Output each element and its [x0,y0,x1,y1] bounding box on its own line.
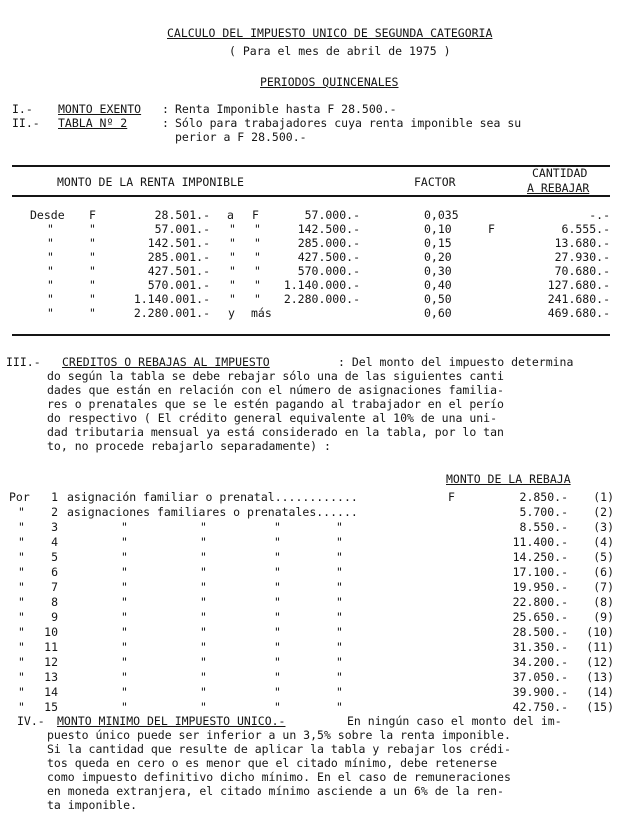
list-item [0,492,630,505]
row-connector: a [227,208,234,222]
row-prefix: " [47,292,54,306]
item-count: 2 [51,505,58,519]
list-item [0,687,630,700]
item-prefix: " [18,685,25,699]
item-count: 14 [44,685,58,699]
row-from: 57.001.- [154,222,210,236]
ditto-mark: " [336,520,343,534]
row-to: 2.280.000.- [283,292,360,306]
item-prefix: " [18,550,25,564]
item-prefix: " [18,505,25,519]
section1-text: Renta Imponible hasta F 28.500.- [175,102,397,116]
ditto-mark: " [274,700,281,714]
item-prefix: " [18,520,25,534]
ditto-mark: " [336,670,343,684]
row-currency: " [89,236,96,250]
row-from: 427.501.- [147,264,210,278]
item-index: (14) [586,685,614,699]
row-to: 570.000.- [297,264,360,278]
ditto-mark: " [274,520,281,534]
section3-line: dades que están en relación con el número de asignaciones familia- [47,383,504,397]
row-from: 1.140.001.- [133,292,210,306]
ditto-mark: " [121,580,128,594]
ditto-mark: " [121,625,128,639]
ditto-mark: " [121,595,128,609]
row-from: 28.501.- [154,208,210,222]
ditto-mark: " [336,625,343,639]
ditto-mark: " [200,625,207,639]
row-rebaja: 469.680.- [547,306,610,320]
item-count: 5 [51,550,58,564]
ditto-mark: " [274,625,281,639]
row-prefix: " [47,236,54,250]
section3-label: CREDITOS O REBAJAS AL IMPUESTO [62,355,270,369]
item-amount: 42.750.- [512,700,568,714]
item-amount: 11.400.- [512,535,568,549]
item-amount: 14.250.- [512,550,568,564]
item-description: asignaciones familiares o prenatales...... [67,505,358,519]
item-count: 8 [51,595,58,609]
ditto-mark: " [200,520,207,534]
table-top-rule [12,165,610,167]
row-rebaja: 241.680.- [547,292,610,306]
item-count: 3 [51,520,58,534]
item-index: (4) [593,535,614,549]
col-factor-header: FACTOR [414,175,456,189]
row-from: 285.001.- [147,250,210,264]
row-factor: 0,035 [424,208,459,222]
ditto-mark: " [200,655,207,669]
item-prefix: " [18,625,25,639]
row-currency-2: " [254,222,261,236]
ditto-mark: " [336,550,343,564]
item-amount: 37.050.- [512,670,568,684]
ditto-mark: " [336,595,343,609]
list-item [0,582,630,595]
col-cantidad-header-1: CANTIDAD [532,166,588,180]
item-index: (1) [593,490,614,504]
row-currency-2: más [251,306,272,320]
row-rebaja: 127.680.- [547,278,610,292]
item-prefix: " [18,670,25,684]
item-amount: 5.700.- [519,505,568,519]
ditto-mark: " [274,610,281,624]
row-currency: F [89,208,96,222]
ditto-mark: " [200,535,207,549]
ditto-mark: " [121,550,128,564]
section3-line: do según la tabla se debe rebajar sólo una de las siguientes canti [47,369,504,383]
ditto-mark: " [121,535,128,549]
row-currency-2: " [254,236,261,250]
row-currency: " [89,222,96,236]
ditto-mark: " [121,670,128,684]
item-amount: 8.550.- [519,520,568,534]
item-index: (11) [586,640,614,654]
section4-number: IV.- [17,714,45,728]
row-prefix: " [47,222,54,236]
section4-line: Si la cantidad que resulte de aplicar la tabla y rebajar los crédi- [47,742,511,756]
row-prefix: " [47,278,54,292]
ditto-mark: " [336,655,343,669]
row-connector: " [229,250,236,264]
row-connector: " [229,222,236,236]
item-count: 1 [51,490,58,504]
rebaja-currency: F [448,490,455,504]
row-factor: 0,60 [424,306,452,320]
ditto-mark: " [121,700,128,714]
ditto-mark: " [200,610,207,624]
page-subtitle: ( Para el mes de abril de 1975 ) [229,44,451,58]
row-to: 1.140.000.- [283,278,360,292]
section4-line: en moneda extranjera, el citado mínimo asciende a un 6% de la ren- [47,784,504,798]
list-item [0,507,630,520]
ditto-mark: " [121,565,128,579]
section3-number: III.- [6,355,41,369]
page-title: CALCULO DEL IMPUESTO UNICO DE SEGUNDA CATEGORIA [167,26,493,40]
row-to: 57.000.- [304,208,360,222]
list-item [0,522,630,535]
col-monto-header: MONTO DE LA RENTA IMPONIBLE [57,175,244,189]
ditto-mark: " [121,655,128,669]
ditto-mark: " [200,565,207,579]
row-factor: 0,15 [424,236,452,250]
row-prefix: " [47,264,54,278]
item-count: 4 [51,535,58,549]
row-factor: 0,50 [424,292,452,306]
list-item [0,597,630,610]
section4-line: como impuesto definitivo dicho mínimo. En el caso de remuneraciones [47,770,511,784]
section2-label: TABLA Nº 2 [58,116,128,130]
item-amount: 39.900.- [512,685,568,699]
row-rebaja: 70.680.- [554,264,610,278]
ditto-mark: " [274,580,281,594]
ditto-mark: " [121,640,128,654]
item-index: (10) [586,625,614,639]
list-item [0,537,630,550]
row-connector: " [229,236,236,250]
item-amount: 22.800.- [512,595,568,609]
row-to: 142.500.- [297,222,360,236]
section3-first-line: : Del monto del impuesto determina [338,355,574,369]
ditto-mark: " [274,550,281,564]
item-description: asignación familiar o prenatal............ [67,490,358,504]
section2-number: II.- [12,116,40,130]
ditto-mark: " [121,610,128,624]
item-index: (2) [593,505,614,519]
item-amount: 31.350.- [512,640,568,654]
item-index: (15) [586,700,614,714]
row-rebaja: 27.930.- [554,250,610,264]
list-item [0,627,630,640]
ditto-mark: " [121,520,128,534]
section4-first-line: En ningún caso el monto del im- [347,714,562,728]
item-amount: 34.200.- [512,655,568,669]
ditto-mark: " [121,685,128,699]
item-prefix: " [18,640,25,654]
row-to: 285.000.- [297,236,360,250]
section2-line2: perior a F 28.500.- [175,130,307,144]
item-index: (12) [586,655,614,669]
ditto-mark: " [336,610,343,624]
section4-line: tos queda en cero o es menor que el citado mínimo, debe retenerse [47,756,498,770]
item-index: (8) [593,595,614,609]
item-amount: 19.950.- [512,580,568,594]
item-count: 13 [44,670,58,684]
ditto-mark: " [274,565,281,579]
col-cantidad-header-2: A REBAJAR [527,181,590,195]
item-amount: 28.500.- [512,625,568,639]
ditto-mark: " [336,565,343,579]
row-currency-2: " [254,250,261,264]
row-rebaja: -.- [589,208,610,222]
row-from: 2.280.001.- [133,306,210,320]
section4-line: ta imponible. [47,798,138,812]
row-prefix: Desde [30,208,65,222]
item-prefix: " [18,595,25,609]
row-currency: " [89,250,96,264]
item-count: 7 [51,580,58,594]
item-count: 6 [51,565,58,579]
row-to: 427.500.- [297,250,360,264]
table-bottom-rule [12,334,610,336]
item-count: 10 [44,625,58,639]
row-currency-3: F [488,222,495,236]
row-currency: " [89,264,96,278]
row-rebaja: 13.680.- [554,236,610,250]
ditto-mark: " [200,595,207,609]
ditto-mark: " [274,670,281,684]
row-currency-2: " [254,264,261,278]
row-from: 142.501.- [147,236,210,250]
section4-line: puesto único puede ser inferior a un 3,5% sobre la renta imponible. [47,728,511,742]
ditto-mark: " [336,535,343,549]
item-amount: 17.100.- [512,565,568,579]
ditto-mark: " [274,640,281,654]
row-factor: 0,30 [424,264,452,278]
item-index: (6) [593,565,614,579]
list-item [0,612,630,625]
ditto-mark: " [200,700,207,714]
item-prefix: " [18,700,25,714]
item-amount: 25.650.- [512,610,568,624]
ditto-mark: " [274,535,281,549]
ditto-mark: " [336,640,343,654]
section3-line: res o prenatales que se le estén pagando al trabajador en el perío [47,397,504,411]
ditto-mark: " [200,550,207,564]
ditto-mark: " [336,580,343,594]
list-item [0,672,630,685]
ditto-mark: " [200,640,207,654]
ditto-mark: " [274,595,281,609]
section3-line: dad tributaria mensual ya está considerado en la tabla, por lo tan [47,425,504,439]
section4-label: MONTO MINIMO DEL IMPUESTO UNICO.- [57,714,286,728]
row-currency: " [89,306,96,320]
row-factor: 0,40 [424,278,452,292]
item-index: (7) [593,580,614,594]
list-item [0,567,630,580]
row-currency: " [89,292,96,306]
row-from: 570.001.- [147,278,210,292]
section1-number: I.- [12,102,33,116]
ditto-mark: " [200,670,207,684]
row-connector: " [229,264,236,278]
section3-line: to, no procede rebajarlo separadamente) : [47,439,331,453]
section1-label: MONTO EXENTO [58,102,142,116]
item-prefix: " [18,580,25,594]
row-connector: y [228,306,235,320]
rebaja-column-header: MONTO DE LA REBAJA [446,472,571,486]
periods-heading: PERIODOS QUINCENALES [260,75,399,89]
section2-line1: Sólo para trabajadores cuya renta imponible sea su [175,116,522,130]
item-prefix: Por [9,490,30,504]
item-prefix: " [18,655,25,669]
item-count: 9 [51,610,58,624]
ditto-mark: " [200,685,207,699]
list-item [0,552,630,565]
row-connector: " [229,292,236,306]
row-currency-2: F [252,208,259,222]
item-prefix: " [18,565,25,579]
item-count: 11 [44,640,58,654]
row-currency-2: " [254,278,261,292]
row-rebaja: 6.555.- [561,222,610,236]
item-amount: 2.850.- [519,490,568,504]
row-factor: 0,20 [424,250,452,264]
item-prefix: " [18,535,25,549]
ditto-mark: " [336,700,343,714]
row-currency-2: " [254,292,261,306]
list-item [0,657,630,670]
item-index: (5) [593,550,614,564]
row-factor: 0,10 [424,222,452,236]
list-item [0,642,630,655]
row-prefix: " [47,306,54,320]
ditto-mark: " [200,580,207,594]
item-count: 12 [44,655,58,669]
row-connector: " [229,278,236,292]
table-row [0,308,630,321]
table-header-rule [12,195,610,197]
item-count: 15 [44,700,58,714]
item-index: (13) [586,670,614,684]
section1-sep: : [162,102,169,116]
item-prefix: " [18,610,25,624]
ditto-mark: " [274,655,281,669]
ditto-mark: " [336,685,343,699]
row-prefix: " [47,250,54,264]
item-index: (3) [593,520,614,534]
ditto-mark: " [274,685,281,699]
section2-sep: : [162,116,169,130]
item-index: (9) [593,610,614,624]
section3-line: do respectivo ( El crédito general equivalente al 10% de una uni- [47,411,498,425]
row-currency: " [89,278,96,292]
